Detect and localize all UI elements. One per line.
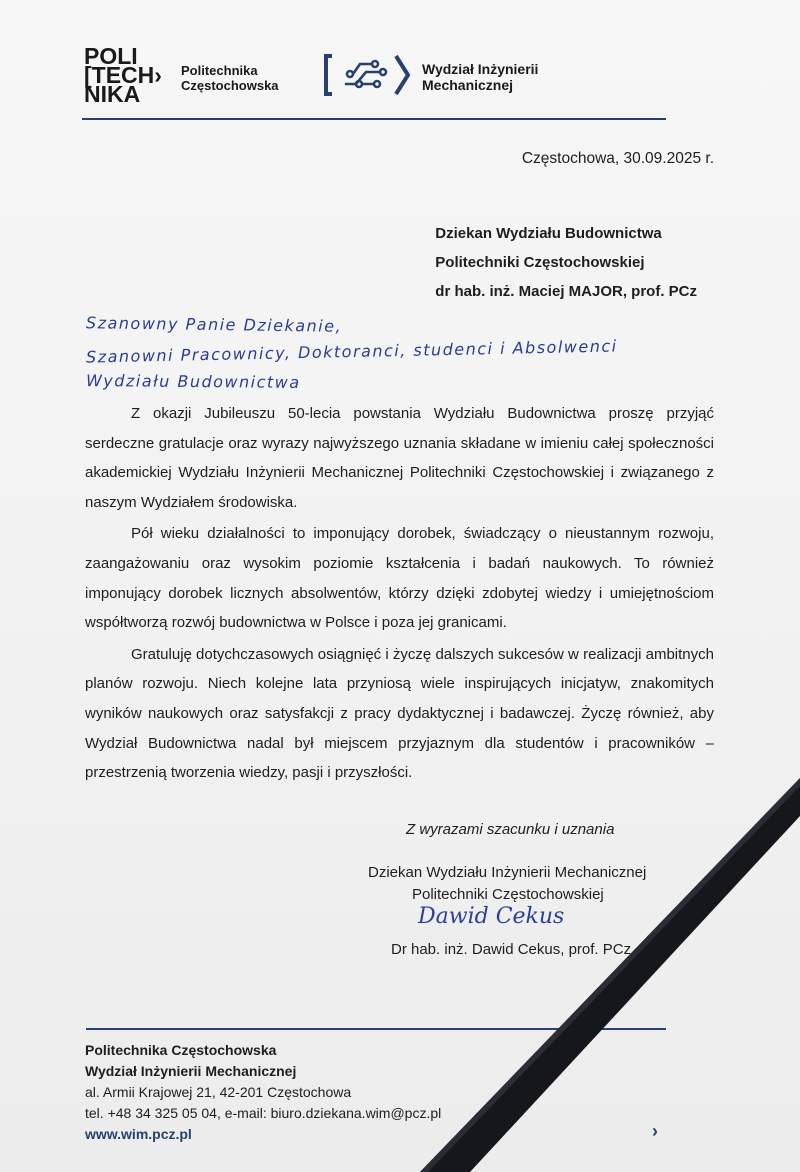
faculty-name-line-2: Mechanicznej — [422, 77, 514, 93]
faculty-name-line-1: Wydział Inżynierii — [422, 61, 539, 77]
university-name-line-1: Politechnika — [181, 63, 258, 78]
recipient-line-1: Dziekan Wydziału Budownictwa — [435, 225, 662, 242]
greeting-line-1: Szanowny Panie Dziekanie, — [85, 313, 343, 336]
greeting-line-2: Szanowni Pracownicy, Doktoranci, studenci i Absolwenci — [85, 336, 618, 367]
footer-org: Politechnika Częstochowska — [85, 1042, 277, 1058]
handwritten-signature: Dawid Cekus — [418, 904, 565, 929]
university-name-line-2: Częstochowska — [181, 78, 279, 93]
greeting-line-3: Wydziału Budownictwa — [85, 371, 301, 392]
footer-address: al. Armii Krajowej 21, 42-201 Częstochowa — [85, 1084, 352, 1100]
body-paragraph-2: Pół wieku działalności to imponujący dorobek, świadczący o nieustannym rozwoju, zaangażowaniu oraz wysokim poziomie kształcenia i badań naukowych. To również imponujący dorobek licznych absolwentów, którzy dzięki zdobytej wiedzy i umiejętnościom współtworzą rozwój budownictwa w Polsce i poza jej granicami. — [85, 525, 714, 632]
logo-line-3: NIKA — [84, 81, 141, 107]
footer-website-link[interactable]: www.wim.pcz.pl — [85, 1126, 192, 1142]
body-paragraph-3: Gratuluję dotychczasowych osiągnięć i życzę dalszych sukcesów w realizacji ambitnych planów rozwoju. Niech kolejne lata przyniosą wiele inspirujących inicjatyw, znakomitych wyników naukowych oraz satysfakcji z pracy dydaktycznej i badawczej. Życzę również, aby Wydział Budownictwa nadal był miejscem przyjaznym dla studentów i pracowników – przestrzenią tworzenia wiedzy, pasji i przyszłości. — [85, 645, 714, 782]
signer-title-line-2: Politechniki Częstochowskiej — [412, 886, 604, 903]
body-paragraph-1: Z okazji Jubileuszu 50-lecia powstania Wydziału Budownictwa proszę przyjąć serdeczne gratulacje oraz wyrazy najwyższego uznania składane w imieniu całej społeczności akademickiej Wydziału Inżynierii Mechanicznej Politechniki Częstochowskiej i związanego z naszym Wydziałem środowiska. — [85, 405, 714, 511]
signer-name: Dr hab. inż. Dawid Cekus, prof. PCz — [391, 941, 632, 958]
logo-line-2: [TECH› — [84, 62, 162, 88]
footer-faculty: Wydział Inżynierii Mechanicznej — [85, 1063, 297, 1079]
closing-phrase: Z wyrazami szacunku i uznania — [406, 821, 615, 838]
signer-title-line-1: Dziekan Wydziału Inżynierii Mechanicznej — [368, 864, 647, 881]
recipient-line-3: dr hab. inż. Maciej MAJOR, prof. PCz — [435, 283, 697, 300]
recipient-line-2: Politechniki Częstochowskiej — [435, 254, 645, 271]
logo-line-1: POLI — [84, 43, 138, 69]
chevron-right-icon: › — [652, 1121, 658, 1141]
footer-contact: tel. +48 34 325 05 04, e-mail: biuro.dziekana.wim@pcz.pl — [85, 1105, 442, 1121]
letter-date: Częstochowa, 30.09.2025 r. — [521, 150, 714, 167]
